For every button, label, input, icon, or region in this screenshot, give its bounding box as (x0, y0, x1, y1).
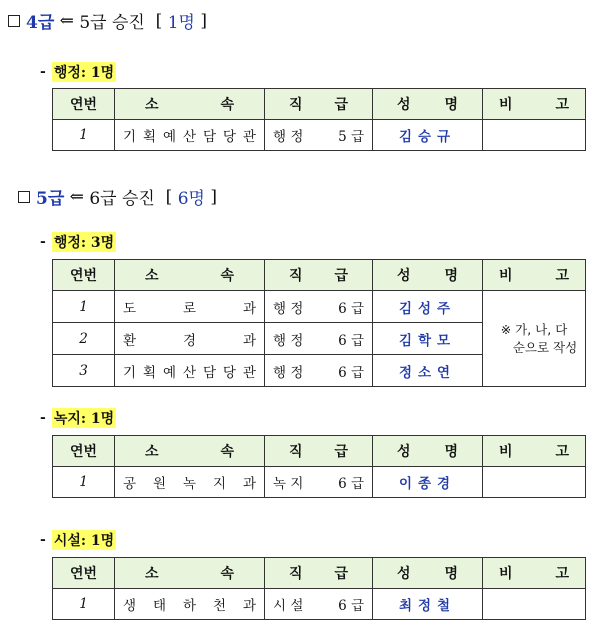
row-rank: 행 정 6 급 (265, 323, 373, 355)
org-char: 과 (242, 332, 256, 349)
subheading-green (40, 408, 116, 428)
org-char: 산 (182, 129, 196, 145)
header-org: 소 속 (115, 436, 265, 467)
section-heading-grade4 (8, 8, 207, 33)
row-name: 김승규 (373, 120, 483, 151)
group-label: 녹지: 1명 (52, 408, 116, 428)
row-name: 김성주 (373, 291, 483, 323)
org-char: 지 (212, 476, 226, 492)
header-org: 소 속 (115, 260, 265, 291)
org-char: 하 (182, 598, 197, 614)
group-label: 행정: 3명 (52, 232, 116, 252)
row-name: 정소연 (373, 355, 483, 387)
org-char: 관 (242, 129, 256, 145)
org-char: 예 (162, 364, 177, 381)
subheading-facility (40, 530, 116, 550)
checkbox-square-icon (18, 191, 30, 203)
table-header-row (53, 260, 586, 291)
table-header-row (53, 558, 586, 589)
header-name: 성 명 (373, 260, 483, 291)
header-org: 소 속 (115, 558, 265, 589)
target-grade: 5급 (36, 189, 65, 209)
table-row (53, 467, 586, 498)
org-char: 태 (152, 598, 167, 614)
header-rank: 직 급 (265, 89, 373, 120)
header-no: 연번 (53, 436, 115, 467)
source-grade: 6급 승진 (89, 189, 155, 209)
dash: - (40, 532, 46, 548)
org-char: 당 (222, 364, 236, 381)
org-char: 산 (182, 364, 196, 381)
promotion-count: 1명 (167, 13, 195, 33)
arrow-left-icon: ⇐ (59, 10, 74, 31)
row-org (115, 291, 265, 323)
group-label: 행정: 1명 (52, 62, 116, 82)
header-org: 소 속 (115, 89, 265, 120)
subheading-admin-1 (40, 62, 116, 82)
header-note: 비 고 (483, 260, 586, 291)
bracket-open: [ (165, 186, 173, 207)
header-rank: 직 급 (265, 260, 373, 291)
row-org (115, 120, 265, 151)
org-char: 기 (123, 364, 137, 381)
dash: - (40, 410, 46, 426)
org-char: 획 (142, 364, 157, 381)
bracket-open: [ (155, 10, 163, 31)
row-rank: 행 정 5 급 (265, 120, 373, 151)
subheading-admin-3 (40, 232, 116, 252)
row-rank: 녹 지 6 급 (265, 467, 373, 498)
org-char: 과 (242, 300, 256, 317)
promotion-count: 6명 (177, 189, 205, 209)
row-rank: 시 설 6 급 (265, 589, 373, 620)
org-char: 획 (142, 129, 157, 145)
note-line: 순으로 작성 (512, 339, 578, 355)
row-no: 1 (53, 291, 115, 323)
source-grade: 5급 승진 (79, 13, 145, 33)
org-char: 과 (242, 476, 256, 492)
org-char: 도 (123, 300, 137, 317)
org-char: 원 (152, 476, 167, 492)
row-name: 김학모 (373, 323, 483, 355)
row-note (483, 467, 586, 498)
org-char: 경 (182, 332, 197, 349)
bracket-close: ] (200, 10, 207, 31)
table-header-row (53, 436, 586, 467)
row-rank: 행 정 6 급 (265, 355, 373, 387)
row-note (483, 589, 586, 620)
header-no: 연번 (53, 260, 115, 291)
header-note: 비 고 (483, 89, 586, 120)
promotion-table-grade5-green (52, 435, 586, 498)
org-char: 과 (242, 598, 256, 614)
checkbox-square-icon (8, 15, 20, 27)
header-no: 연번 (53, 558, 115, 589)
row-name: 이종경 (373, 467, 483, 498)
header-note: 비 고 (483, 436, 586, 467)
row-note (483, 120, 586, 151)
org-char: 담 (202, 129, 216, 145)
org-char: 관 (242, 364, 256, 381)
row-rank: 행 정 6 급 (265, 291, 373, 323)
row-note (483, 291, 586, 387)
row-no: 1 (53, 589, 115, 620)
org-char: 당 (222, 129, 236, 145)
org-char: 천 (212, 598, 226, 614)
header-rank: 직 급 (265, 558, 373, 589)
header-no: 연번 (53, 89, 115, 120)
dash: - (40, 234, 46, 250)
arrow-left-icon: ⇐ (69, 186, 84, 207)
header-rank: 직 급 (265, 436, 373, 467)
row-org (115, 467, 265, 498)
org-char: 녹 (182, 476, 197, 492)
promotion-table-grade5-facility (52, 557, 586, 620)
row-org (115, 589, 265, 620)
dash: - (40, 64, 46, 80)
header-note: 비 고 (483, 558, 586, 589)
org-char: 생 (123, 598, 137, 614)
table-row (53, 589, 586, 620)
org-char: 로 (182, 300, 197, 317)
org-char: 공 (123, 476, 137, 492)
row-org (115, 323, 265, 355)
note-line: ※ 가, 나, 다 (500, 321, 568, 337)
row-no: 1 (53, 120, 115, 151)
section-heading-grade5 (18, 184, 217, 209)
bracket-close: ] (210, 186, 217, 207)
row-no: 3 (53, 355, 115, 387)
row-org (115, 355, 265, 387)
org-char: 환 (123, 332, 137, 349)
row-no: 2 (53, 323, 115, 355)
header-name: 성 명 (373, 89, 483, 120)
group-label: 시설: 1명 (52, 530, 116, 550)
promotion-table-grade5-admin (52, 259, 586, 387)
promotion-table-grade4-admin (52, 88, 586, 151)
header-name: 성 명 (373, 436, 483, 467)
target-grade: 4급 (26, 13, 55, 33)
org-char: 기 (123, 129, 137, 145)
org-char: 예 (162, 129, 177, 145)
row-name: 최정철 (373, 589, 483, 620)
table-row (53, 120, 586, 151)
header-name: 성 명 (373, 558, 483, 589)
org-char: 담 (202, 364, 216, 381)
table-header-row (53, 89, 586, 120)
table-row (53, 291, 586, 323)
row-no: 1 (53, 467, 115, 498)
